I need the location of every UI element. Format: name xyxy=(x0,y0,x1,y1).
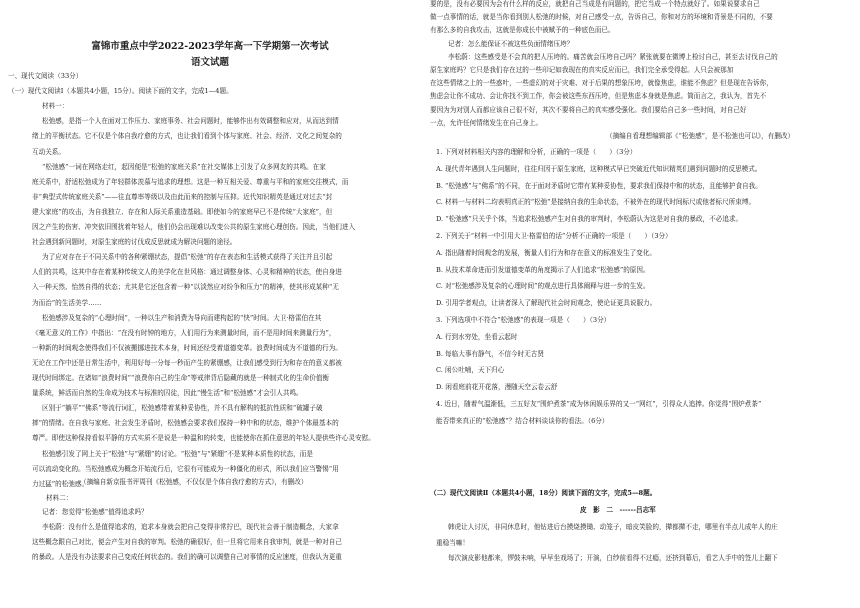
text-line: D. “松弛感”只关乎个体，当追求松弛感产生对自我的审判时，李松蔚认为这是对自我的暴政，不必追求。 xyxy=(436,215,743,224)
text-line: 能否带来真正的“松弛感”？结合材料谈谈你的看法。（6分） xyxy=(436,416,609,425)
text-line: 李松蔚：没有什么是值得追求的，追求本身就会把自己变得非常拧巴，现代社会善于制造概念，大家拿 xyxy=(42,523,339,532)
left-page-column xyxy=(0,0,420,608)
text-line: 社会遇到新问题时，对原生家庭的讨伐成反思就成为解决问题的途径。 xyxy=(32,238,237,247)
text-line: 互动关系。 xyxy=(32,147,65,156)
text-line: C. 闲公吐哺，天下归心 xyxy=(436,366,505,375)
text-line: 现代时间绑定。在诸如“浪费时间”“浪费你自己的生命”等戒律背后隐藏的就是一种制式化的生命价值衡 xyxy=(32,374,330,382)
text-line: 的暴政。人是没有办法要求自己变成任何状态的。我们的确可以调整自己对事情的反应速度，但我认为更重 xyxy=(32,553,342,562)
text-line: 入一种天然、怡然自得的状态；尤其是它还包含着一种“以淡然应对纷争和压力”的精神，使其形成某种“无 xyxy=(32,283,339,292)
text-line: 可以流动变化的。当松弛感成为概念开始流行后，它很有可能成为一种僵化的形式，所以我们应当警惕“用 xyxy=(32,464,339,473)
text-line: 做一点事情的话，就是当你看到别人松弛的时候，对自己感受一点，告诉自己，你和对方的环境和背景是不同的，不要 xyxy=(430,13,773,22)
text-line: 1. 下列对材料相关内容的理解和分析，正确的一项是（ ）（3分） xyxy=(436,148,637,156)
text-line: B. 从技术革命进而引发道德变革的角度揭示了人们追求“松弛感”的原因。 xyxy=(436,265,650,274)
text-line: 因之产生的伤害、冲突依旧围扰着年轻人，他们仍会出现难以改变公共的原生家庭心理创伤。因此，当他们进入 xyxy=(32,223,356,231)
source-note-one: （摘编自新京报书评周刊《松弛感，不仅仅是个体自我疗愈的方式》，有删改） xyxy=(80,478,308,486)
text-line: 建大家庭”的攻击，为自我独立、存在和人际关系重造基础。即使如今的家庭早已不是传统“大家庭”，但 xyxy=(32,207,333,216)
text-line: 一种新的时间观念使得我们不仅被搬挪进技术本身，时间还经受着道德变革。浪费时间成为不道德的行为。 xyxy=(32,343,342,352)
text-line: C. 对“松弛感涉及复杂的心理时间”的观点进行具体阐释与进一步的生发。 xyxy=(436,282,650,291)
text-line: 重稳当嘛！ xyxy=(436,538,469,547)
text-line: 4. 近日，随着气温渐低，三五好友“围炉煮茶”成为休闲娱乐界的又一“网红”，引得众人追捧。你觉得“围炉煮茶” xyxy=(436,400,762,408)
text-line: 每次演皮影他都来，锣鼓未响，早早坐戏场了；开演，白纱前看得不过瘾，还挤到幕后，看艺人手中的签儿上翻下 xyxy=(448,554,778,563)
text-line: B. 每临大事有静气，不信今时无古贤 xyxy=(436,349,544,358)
text-line: 《毫无意义的工作》中指出：“在没有时钟的地方，人们用行为来测量时间，而不是用时间来测量行为”， xyxy=(32,328,336,337)
text-line: 为了应对存在于不同关系中的各种紧绷状态，提倡“松弛”的存在表态和生活模式获得了关注并且引起 xyxy=(42,253,333,262)
text-line: 摔”的情绪。在自我与家庭、社会发生矛盾时，松弛感会要求我们保持一种中和的状态，维护个体最基本的 xyxy=(32,419,339,428)
material-two-label: 材料二： xyxy=(46,494,73,502)
text-line: 庭关系中，舒适松弛成为了年轻群体羡慕与追求的理想。这是一种互相关爱、尊重与平和的家庭交往模式，而 xyxy=(32,177,349,186)
text-line: D. 引用学者观点，让读者深入了解现代社会时间观念，使论证更具说服力。 xyxy=(436,299,657,308)
text-line: 力过猛”的松弛感。 xyxy=(32,479,89,488)
text-line: A. 现代青年遇到人生问题时，往往归因于原生家庭，这种模式早已突破近代知识精英们遇到问题时的反思模式。 xyxy=(436,164,762,173)
source-note-two: （摘编自看理想编辑部《“松弛感”，是不松弛也可以》，有删改） xyxy=(606,132,795,140)
text-line: 松弛感涉及复杂的“心理时间”，一种以生产和消费为导向而建构起的“快”时间。大卫·格雷伯在其 xyxy=(42,313,322,322)
text-line: 一点，允许任何情绪发生在自己身上。 xyxy=(430,118,543,127)
text-line: 记者：您觉得“松弛感”值得追求吗？ xyxy=(42,508,148,516)
text-line: 要因为为对别人而都应该自己很不好，其次不要将自己的真实感受强化。我们要给自己多一些时间，对自己好 xyxy=(430,105,747,114)
text-line: 量系统，鲜活而自然的生命成为技术与标准的囚徒，因此“慢生活”和“松弛感”才会引人共鸣。 xyxy=(32,389,303,398)
text-line: B. “松弛感”与“佛系”的不同，在于面对矛盾时它带有某种妥协性，要求我们保持中和的状态，且能够护食自我。 xyxy=(436,181,762,190)
text-line: 有那么多的自我攻击，这就是你成长中被赋予的一种底色而已。 xyxy=(430,26,615,35)
text-line: 非“典型式传统家庭关系”——往直尊率等级以及由此而来的控制与压抑。近代知识精英是通过对过去“封 xyxy=(32,192,333,201)
text-line: 要的是，没有必要因为会有什么样的反应，就把自己当成是有问题的，把它当成一个特点就好了。如果说要求自己 xyxy=(430,0,760,8)
text-line: 一、现代文阅读（33分） xyxy=(8,72,83,80)
text-line: 绪上的平衡状态。它不仅是个体自我疗愈的方式，也让我们看到个体与家庭、社会、经济、文化之间复杂的 xyxy=(32,132,342,141)
exam-subtitle: 语文试题 xyxy=(190,57,229,68)
text-line: 焦虑会让你不成功、会让你找不到工作，你会被这些东西压垮，但是焦虑本身就是焦虑。简而言之，我认为，首先不 xyxy=(430,92,767,101)
exam-title: 富锦市重点中学2022-2023学年高一下学期第一次考试 xyxy=(91,41,329,52)
story-title: 皮 影 二 ------吕志军 xyxy=(580,506,656,514)
text-line: （一）现代文阅读Ⅰ（本题共4小题，15分）。阅读下面的文字，完成1—4题。 xyxy=(8,87,233,96)
text-line: 原生家庭吗？它只是我们存在过的一些印记如我现在的真实反应而已，我们完全承受得起。人只会被那加 xyxy=(430,66,734,74)
text-line: 李松蔚：这些感受是不会真的把人压垮的。痛苦就会压垮自己吗？紧张就要在微博上检讨自己，甚至去讨伐自己的 xyxy=(448,52,778,61)
text-line: 这些概念跟自己对比，便会产生对自我的审判。松弛的确很好，但一旦将它用来自我审判，就是一种对自己 xyxy=(32,538,342,547)
text-line: 记者：怎么能保证不被这些负面情绪压垮？ xyxy=(448,39,574,48)
text-line: 人们的共鸣，这其中存在着某种传统文人的美学化在世风格：通过调整身体、心灵和精神的状态，使自身进 xyxy=(32,268,342,277)
text-line: 材料一： xyxy=(42,102,69,111)
text-line: 韩虎让人讨厌，非同休息时，他钻进后台摸烧摸锄、动笼子，暗皮笑脸的，撵都撵不走，哪里有半点儿成年人的庄 xyxy=(448,523,778,531)
text-line: 松弛感引发了网上关于“松弛”与“紧绷”的讨论。“松弛”与“紧绷”不是某种本质性的状态，而是 xyxy=(42,449,313,458)
text-line: D. 闲看庭前花开花落，漫随天空云卷云舒 xyxy=(436,383,558,392)
text-line: A. 行到水穷处，坐看云起时 xyxy=(436,332,518,341)
text-line: C. 材料一与材料二均表明真正的“松弛”是接纳自我的生命状态，不被外在的现代时间标尺或他者标尺所束缚。 xyxy=(436,198,756,207)
text-line: “松弛感”一词在网络走红，起因便是“松弛的家庭关系”在社交媒体上引发了众多网友的共鸣。在家 xyxy=(42,162,326,171)
text-line: 尊严。即使这种保持看似平静的方式实质不是说是一种温和的转变，也能使你在抓住意思的年轻人提供些许心灵安慰。 xyxy=(32,434,375,443)
text-line: 2. 下列关于“材料一中引用大卫·格雷伯的话”分析不正确的一项是（ ）（3分） xyxy=(436,232,672,240)
text-line: 松弛感，是指一个人在面对工作压力、家庭事务、社会问题时，能够作出有效调整和应对，从而达到情 xyxy=(42,117,339,126)
section-two-heading: （二）现代文阅读Ⅱ（本题共4小题，18分）阅读下面的文字，完成5—8题。 xyxy=(430,489,657,497)
text-line: 3. 下列选项中不符合“松弛感”的表现一项是（ ）（3分） xyxy=(436,316,611,324)
text-line: 在这些情绪之上的一些惑叶，一些虚幻的对于灾难、对于后果的想象压垮，就像焦虑，谁能不焦虑？但是现在告诉你， xyxy=(430,79,773,88)
text-line: A. 指出随着时间观念的发展，衡量人们行为和存在意义的标准发生了变化。 xyxy=(436,248,656,257)
right-page-column xyxy=(430,0,850,608)
text-line: 区别于“躺平”“佛系”等流行词汇，松弛感带着某种妥协性，并不具有解构的抵抗性质和“破罐子破 xyxy=(42,404,323,413)
text-line: 无论在工作中还是日常生活中，利用好每一分每一秒而产生的紧绷感，让我们感受到行为和存在的意义都被 xyxy=(32,358,342,367)
text-line: 为而治”的生活美学…… xyxy=(32,298,102,307)
